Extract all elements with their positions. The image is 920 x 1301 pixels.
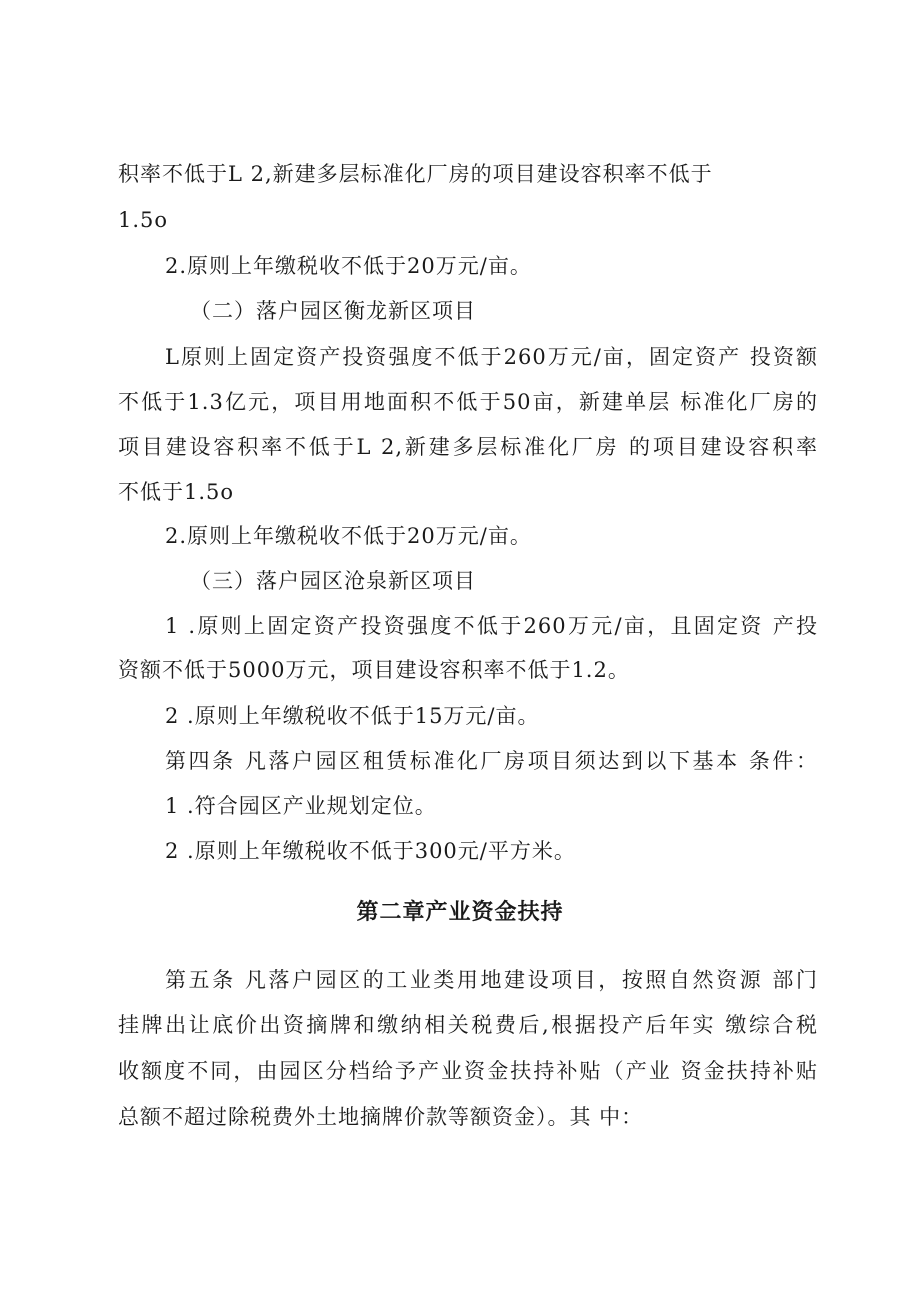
paragraph-line: 项目建设容积率不低于L 2,新建多层标准化厂房 的项目建设容积率 (118, 435, 818, 459)
paragraph-line: 1 .符合园区产业规划定位。 (165, 794, 437, 818)
chapter-title: 第二章产业资金扶持 (356, 900, 564, 925)
paragraph-line: 不低于1.3亿元，项目用地面积不低于50亩，新建单层 标准化厂房的 (118, 390, 818, 414)
paragraph-line: L原则上固定资产投资强度不低于260万元/亩，固定资产 投资额 (165, 345, 818, 369)
paragraph-line: 积率不低于L 2,新建多层标准化厂房的项目建设容积率不低于 (118, 162, 713, 186)
section-heading: （二）落户园区衡龙新区项目 (190, 299, 476, 323)
paragraph-line: 1.5o (118, 208, 169, 232)
paragraph-line: 2 .原则上年缴税收不低于300元/平方米。 (165, 839, 576, 863)
paragraph-line: 第五条 凡落户园区的工业类用地建设项目，按照自然资源 部门 (165, 968, 818, 992)
paragraph-line: 收额度不同，由园区分档给予产业资金扶持补贴（产业 资金扶持补贴 (118, 1059, 818, 1083)
paragraph-line: 1 .原则上固定资产投资强度不低于260万元/亩，且固定资 产投 (165, 614, 818, 638)
paragraph-line: 不低于1.5o (118, 480, 235, 504)
paragraph-line: 挂牌出让底价出资摘牌和缴纳相关税费后,根据投产后年实 缴综合税 (118, 1013, 818, 1037)
paragraph-line: 总额不超过除税费外土地摘牌价款等额资金）。其 中： (118, 1105, 644, 1129)
paragraph-line: 2.原则上年缴税收不低于20万元/亩。 (165, 524, 532, 548)
paragraph-line: 资额不低于5000万元，项目建设容积率不低于1.2。 (118, 658, 630, 682)
paragraph-line: 2.原则上年缴税收不低于20万元/亩。 (165, 254, 532, 278)
section-heading: （三）落户园区沧泉新区项目 (190, 569, 476, 593)
paragraph-line: 2 .原则上年缴税收不低于15万元/亩。 (165, 704, 540, 728)
paragraph-line: 第四条 凡落户园区租赁标准化厂房项目须达到以下基本 条件： (165, 749, 818, 773)
